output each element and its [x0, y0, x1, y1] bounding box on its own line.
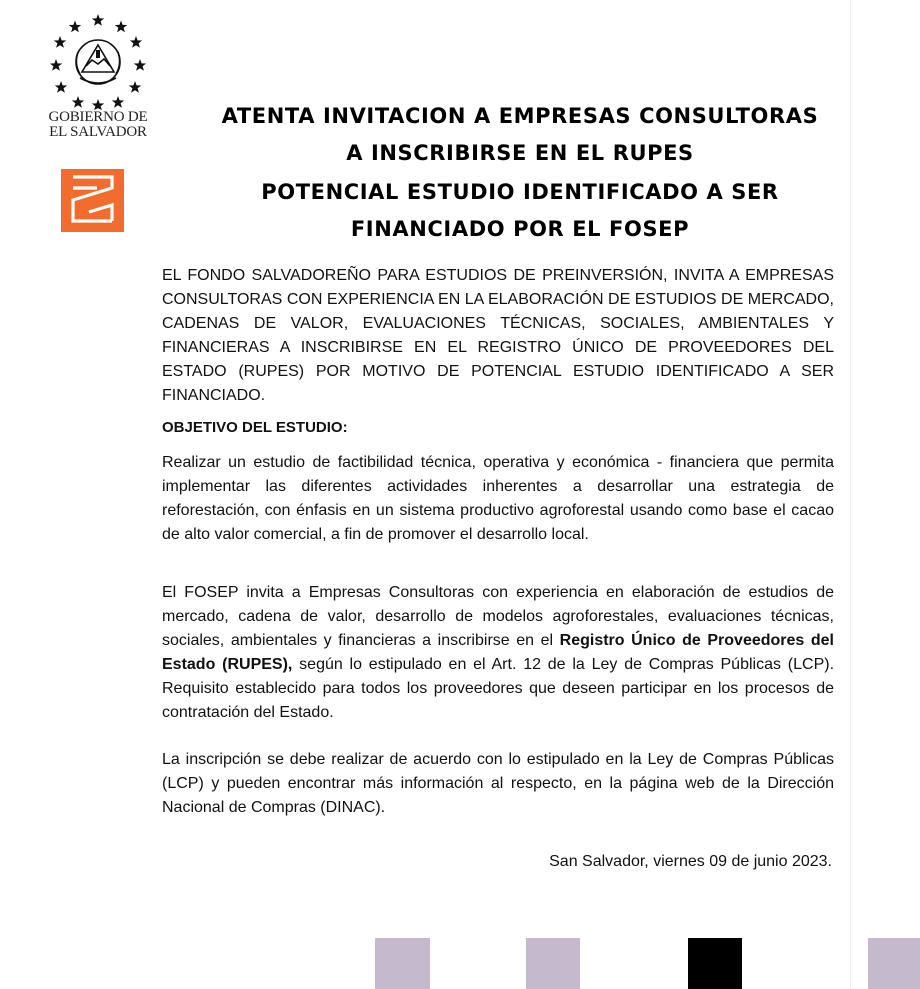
title-line-1: ATENTA INVITACION A EMPRESAS CONSULTORAS	[221, 104, 819, 128]
footer-square-2	[526, 938, 580, 989]
government-logo	[40, 12, 156, 140]
government-name-line2: EL SALVADOR	[49, 124, 147, 140]
fosep-logo	[61, 169, 124, 237]
invitation-text-before: El FOSEP invita a Empresas Consultoras con experiencia en elaboración de estudios de mercado, cadena de valor, desarrollo de modelos agroforestales, evaluaciones técnicas, sociales, ambientales y financieras a inscribirse en el	[162, 584, 834, 649]
title-line-2: A INSCRIBIRSE EN EL RUPES	[346, 141, 694, 165]
el-salvador-coat-of-arms-icon	[50, 12, 146, 110]
rupes-name: Registro Único de Proveedores del Estado (RUPES),	[162, 632, 834, 673]
invitation-text-after: según lo estipulado en el Art. 12 de la Ley de Compras Públicas (LCP). Requisito establecido para todos los proveedores que deseen participar en los procesos de contratación del Estado.	[162, 656, 835, 721]
footer-square-4	[868, 938, 920, 989]
registration-paragraph: La inscripción se debe realizar de acuerdo con lo estipulado en la Ley de Compras Públicas (LCP) y pueden encontrar más información al respecto, en la página web de la Dirección Nacional de Compras (DINAC).	[162, 751, 834, 816]
intro-paragraph: EL FONDO SALVADOREÑO PARA ESTUDIOS DE PREINVERSIÓN, INVITA A EMPRESAS CONSULTORAS CON EXPERIENCIA EN LA ELABORACIÓN DE ESTUDIOS DE MERCADO, CADENAS DE VALOR, EVALUACIONES TÉCNICAS, SOCIALES, AMBIENTALES Y FINANCIERAS A INSCRIBIRSE EN EL REGISTRO ÚNICO DE PROVEEDORES DEL ESTADO (RUPES) POR MOTIVO DE POTENCIAL ESTUDIO IDENTIFICADO A SER FINANCIADO.	[162, 267, 834, 404]
footer-square-1	[375, 938, 430, 989]
title-block	[190, 98, 850, 248]
footer-square-3	[688, 938, 742, 989]
signoff-date: San Salvador, viernes 09 de junio 2023.	[549, 853, 832, 870]
objective-heading: OBJETIVO DEL ESTUDIO:	[162, 419, 348, 436]
title-line-3: POTENCIAL ESTUDIO IDENTIFICADO A SER	[261, 180, 779, 204]
government-name-line1: GOBIERNO DE	[48, 109, 148, 125]
title-line-4: FINANCIADO POR EL FOSEP	[350, 217, 690, 241]
objective-paragraph: Realizar un estudio de factibilidad técnica, operativa y económica - financiera que permita implementar las diferentes actividades inherentes a desarrollar una estrategia de reforestación, con énfasis en un sistema productivo agroforestal usando como base el cacao de alto valor comercial, a fin de promover el desarrollo local.	[162, 454, 834, 543]
invitation-paragraph	[162, 581, 834, 725]
fosep-logo-icon	[61, 169, 124, 232]
